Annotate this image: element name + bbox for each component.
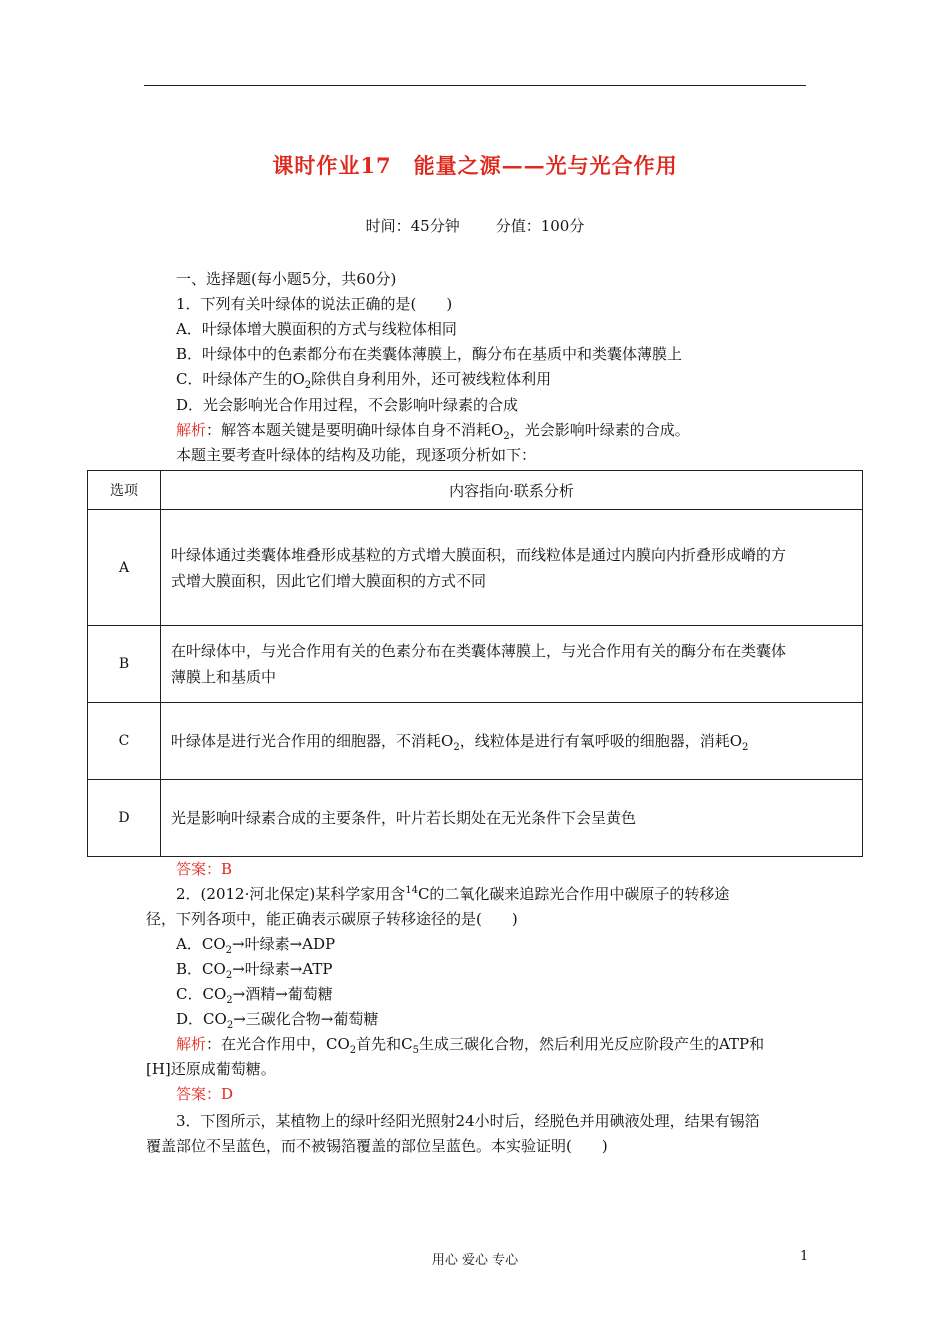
analysis-label: 解析 — [176, 1035, 207, 1053]
q2-option-c: C．$CO_2\to$酒精→葡萄糖 — [176, 985, 333, 1006]
page-number: 1 — [800, 1249, 809, 1264]
table-cell-option: D — [88, 780, 161, 857]
q1-stem: 1．下列有关叶绿体的说法正确的是( ) — [176, 295, 453, 313]
exam-meta — [0, 215, 950, 236]
q2-analysis-line2: [H]还原成葡萄糖。 — [146, 1060, 276, 1078]
table-cell-option: B — [88, 626, 161, 703]
q1-analysis: 解析：解答本题关键是要明确叶绿体自身不消耗$O_2$，光会影响叶绿素的合成。 — [176, 421, 690, 442]
q1-analysis-line2: 本题主要考查叶绿体的结构及功能，现逐项分析如下： — [176, 446, 537, 464]
table-row — [88, 626, 863, 703]
section-heading: 一、选择题(每小题5分，共60分) — [176, 270, 397, 288]
q1-option-c: C．叶绿体产生的$O_2$除供自身利用外，还可被线粒体利用 — [176, 370, 552, 391]
table-row — [88, 703, 863, 780]
score-value: 分值：100分 — [495, 217, 585, 235]
q1-option-b: B．叶绿体中的色素都分布在类囊体薄膜上，酶分布在基质中和类囊体薄膜上 — [176, 345, 683, 363]
q2-stem-line2: 径，下列各项中，能正确表示碳原子转移途径的是( ) — [146, 910, 518, 928]
header-rule — [144, 85, 806, 86]
table-header-content: 内容指向·联系分析 — [161, 471, 863, 510]
time-limit: 时间：45分钟 — [365, 217, 460, 235]
q1-option-a: A．叶绿体增大膜面积的方式与线粒体相同 — [176, 320, 457, 338]
page-footer: 用心 爱心 专心 — [431, 1253, 519, 1268]
q1-option-d: D．光会影响光合作用过程，不会影响叶绿素的合成 — [176, 396, 519, 414]
table-header-option: 选项 — [88, 471, 161, 510]
analysis-table — [87, 470, 863, 857]
q2-stem: 2．(2012·河北保定)某科学家用含$^{14}$C的二氧化碳来追踪光合作用中碳原子的转移途 — [176, 885, 730, 903]
table-cell-content: 在叶绿体中，与光合作用有关的色素分布在类囊体薄膜上，与光合作用有关的酶分布在类囊体 薄膜上和基质中 — [161, 626, 863, 703]
table-header-row — [88, 471, 863, 510]
table-cell-content: 叶绿体是进行光合作用的细胞器，不消耗$O_2$，线粒体是进行有氧呼吸的细胞器，消耗$O_2$ — [161, 703, 863, 780]
table-cell-option: A — [88, 510, 161, 626]
table-row — [88, 510, 863, 626]
table-cell-option: C — [88, 703, 161, 780]
q2-analysis: 解析：在光合作用中，$CO_2$首先和$C_5$生成三碳化合物，然后利用光反应阶段产生的ATP和 — [176, 1035, 765, 1056]
q2-answer: 答案：D — [176, 1085, 234, 1103]
q2-option-b: B．$CO_2\to$叶绿素→ATP — [176, 960, 333, 981]
table-cell-content: 光是影响叶绿素合成的主要条件，叶片若长期处在无光条件下会呈黄色 — [161, 780, 863, 857]
page-title: 课时作业17 能量之源——光与光合作用 — [272, 153, 678, 178]
q3-stem: 3．下图所示，某植物上的绿叶经阳光照射24小时后，经脱色并用碘液处理，结果有锡箔 — [176, 1112, 760, 1130]
q2-option-a: A．$CO_2\to$叶绿素→ADP — [176, 935, 336, 956]
analysis-label: 解析 — [176, 421, 207, 439]
q3-stem-line2: 覆盖部位不呈蓝色，而不被锡箔覆盖的部位呈蓝色。本实验证明( ) — [146, 1137, 608, 1155]
q1-answer: 答案：B — [176, 860, 233, 878]
q2-option-d: D．$CO_2\to$三碳化合物→葡萄糖 — [176, 1010, 379, 1031]
table-cell-content: 叶绿体通过类囊体堆叠形成基粒的方式增大膜面积，而线粒体是通过内膜向内折叠形成嵴的方 式增大膜面积，因此它们增大膜面积的方式不同 — [161, 510, 863, 626]
table-row — [88, 780, 863, 857]
